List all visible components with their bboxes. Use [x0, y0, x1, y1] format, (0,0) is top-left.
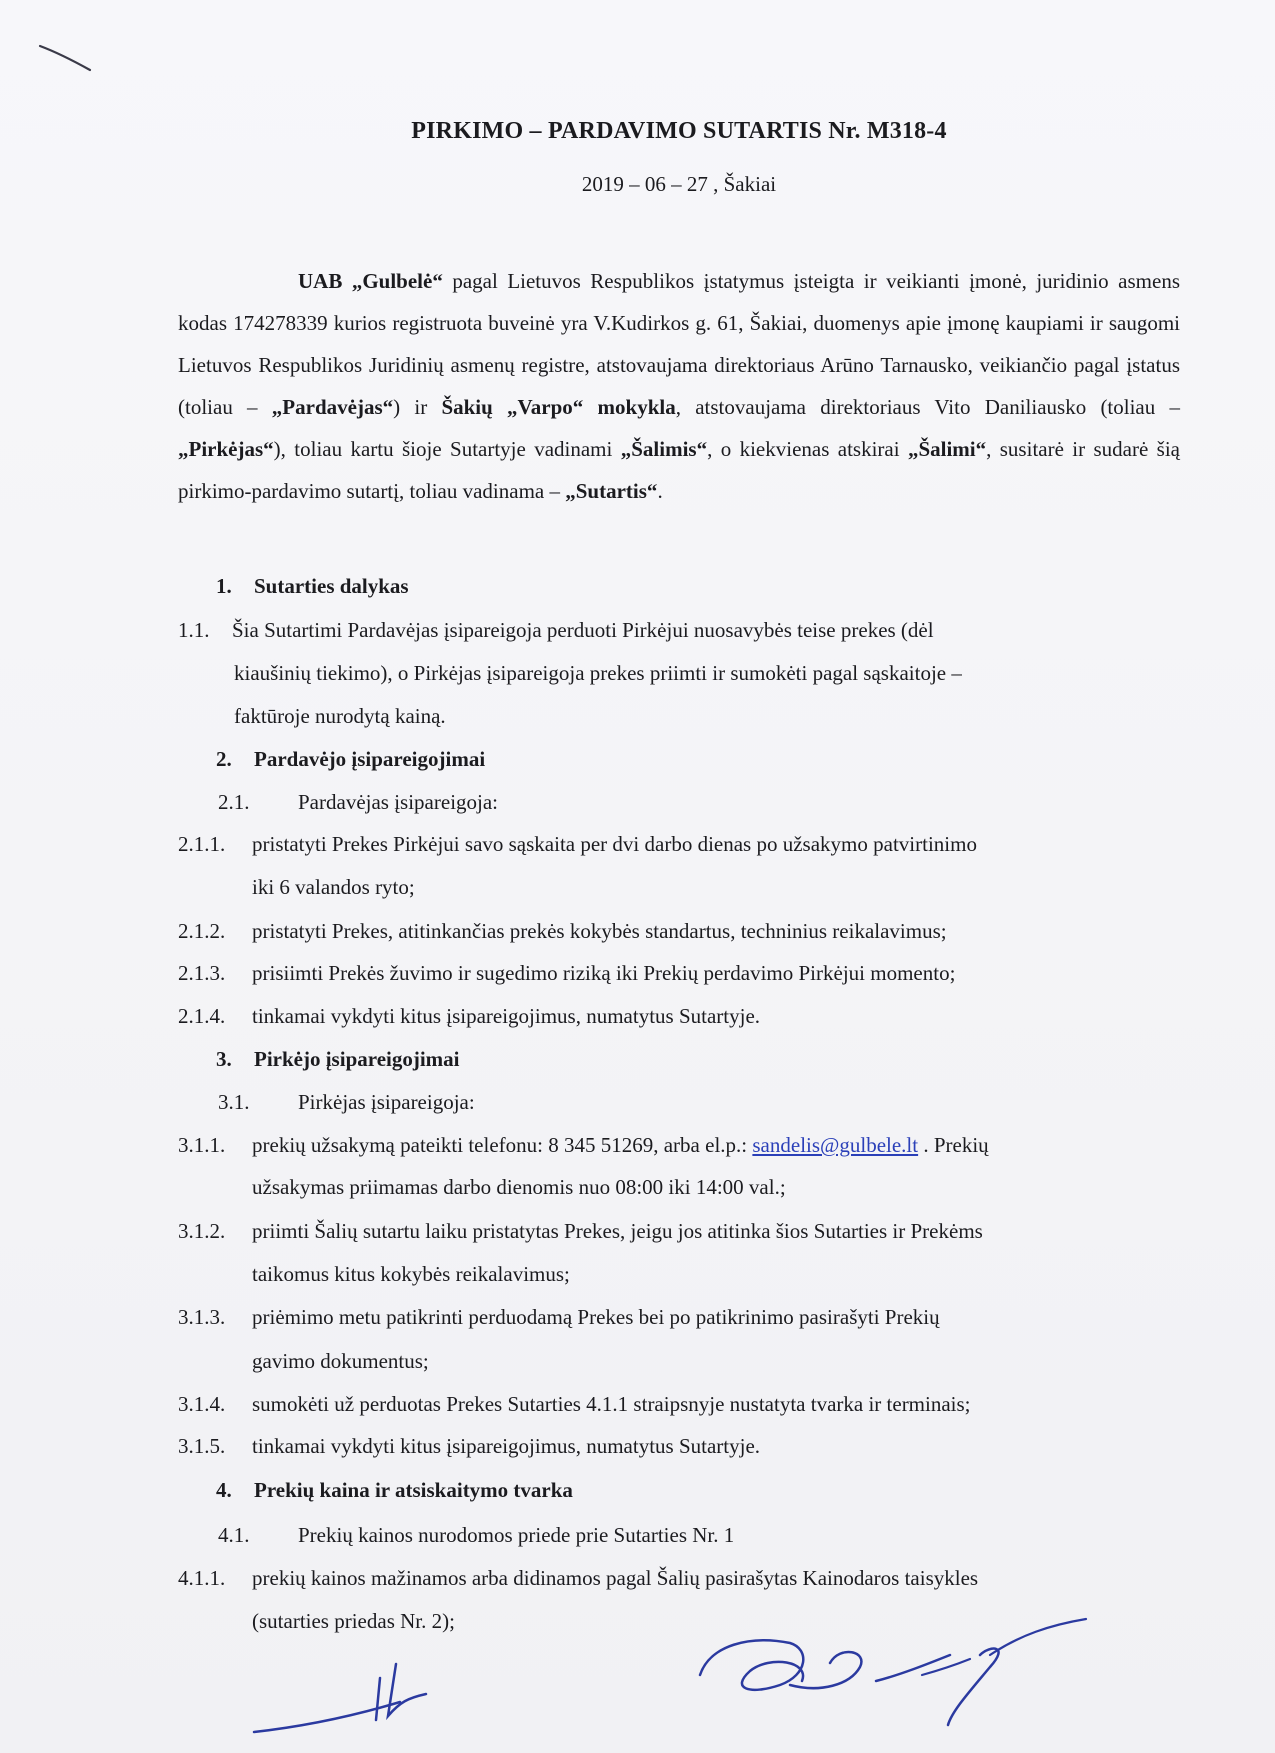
clause-text: priėmimo metu patikrinti perduodamą Prekes bei po patikrinimo pasirašyti Prekių: [252, 1305, 940, 1329]
intro-text-1: pagal Lietuvos Respublikos įstatymus įsteigta ir veikianti įmonė, juridinio asmens kodas 174278339 kurios registruota buveinė yra V.Kudirkos g. 61, Šakiai, duomenys apie įmonę kaupiami ir saugomi Lietuvos Respublikos Juridinių asmenų registre, atstovaujama direktoriaus Arūno Tarnausko, veikiančio pagal įstatus (toliau –: [178, 269, 1180, 419]
buyer-signature: [250, 1650, 450, 1740]
clause-1-1-line-2: [178, 658, 1236, 688]
intro-paragraph: [178, 260, 1180, 512]
clause-3-1-2: [178, 1216, 1180, 1246]
clause-text: Prekių kainos nurodomos priede prie Sutarties Nr. 1: [298, 1523, 735, 1547]
intro-text-2: ) ir: [393, 395, 442, 419]
section-title: Pardavėjo įsipareigojimai: [254, 747, 486, 771]
clause-2-1: [178, 787, 1220, 817]
intro-text-6: , susitarė ir sudarė šią pirkimo-pardavimo sutartį, toliau vadinama –: [178, 437, 1180, 503]
intro-text-5: , o kiekvienas atskirai: [707, 437, 908, 461]
email-link[interactable]: sandelis@gulbele.lt: [752, 1133, 919, 1157]
contract-date-place: 2019 – 06 – 27 , Šakiai: [581, 172, 777, 196]
clause-1-1-line-3: [178, 701, 1236, 731]
section-title: Pirkėjo įsipareigojimai: [254, 1047, 460, 1071]
clause-text: Šia Sutartimi Pardavėjas įsipareigoja perduoti Pirkėjui nuosavybės teise prekes (dėl: [232, 618, 934, 642]
clause-number: 3.1.4.: [178, 1392, 226, 1416]
clause-number: 3.1.5.: [178, 1434, 226, 1458]
buyer-alias: „Pirkėjas“: [178, 437, 274, 461]
clause-1-1: [178, 615, 1180, 645]
clause-text: (sutarties priedas Nr. 2);: [252, 1609, 455, 1633]
clause-text: sumokėti už perduotas Prekes Sutarties 4.1.1 straipsnyje nustatyta tvarka ir terminais;: [252, 1392, 971, 1416]
clause-text: kiaušinių tiekimo), o Pirkėjas įsipareigoja prekes priimti ir sumokėti pagal sąskaitoje –: [234, 661, 962, 685]
clause-4-1: [178, 1520, 1220, 1550]
clause-2-1-4: [178, 1001, 1180, 1031]
clause-number: 3.1.3.: [178, 1305, 226, 1329]
section-1-heading: [178, 571, 1180, 601]
seller-alias: „Pardavėjas“: [271, 395, 394, 419]
clause-text: tinkamai vykdyti kitus įsipareigojimus, numatytus Sutartyje.: [252, 1004, 761, 1028]
clause-number: 2.1.1.: [178, 832, 226, 856]
clause-2-1-1: [178, 829, 1180, 859]
contract-alias: „Sutartis“: [565, 479, 658, 503]
clause-number: 4.1.: [218, 1523, 250, 1547]
section-number: 3.: [216, 1047, 232, 1071]
intro-text-4: ), toliau kartu šioje Sutartyje vadinami: [273, 437, 621, 461]
clause-3-1-1-line-2: [178, 1172, 1254, 1202]
clause-3-1-3-line-2: [178, 1346, 1254, 1376]
clause-number: 2.1.2.: [178, 919, 226, 943]
clause-2-1-3: [178, 958, 1180, 988]
clause-text: taikomus kitus kokybės reikalavimus;: [252, 1262, 570, 1286]
clause-number: 2.1.3.: [178, 961, 226, 985]
clause-text: gavimo dokumentus;: [252, 1349, 429, 1373]
clause-3-1-3: [178, 1302, 1180, 1332]
section-number: 4.: [216, 1478, 232, 1502]
clause-text: prekių kainos mažinamos arba didinamos pagal Šalių pasirašytas Kainodaros taisykles: [252, 1566, 979, 1590]
seller-signature: [690, 1615, 1100, 1735]
clause-4-1-1: [178, 1563, 1180, 1593]
parties-alias: „Šalimis“: [620, 437, 708, 461]
clause-2-1-2: [178, 916, 1180, 946]
section-2-heading: [178, 744, 1180, 774]
clause-3-1-5: [178, 1431, 1180, 1461]
section-4-heading: [178, 1475, 1180, 1505]
section-number: 2.: [216, 747, 232, 771]
buyer-name: Šakių „Varpo“ mokykla: [441, 395, 676, 419]
intro-text-3: , atstovaujama direktoriaus Vito Daniliausko (toliau –: [675, 395, 1180, 419]
clause-number: 2.1.: [218, 790, 250, 814]
intro-text-7: .: [657, 479, 663, 503]
clause-text: užsakymas priimamas darbo dienomis nuo 08:00 iki 14:00 val.;: [252, 1175, 786, 1199]
clause-text: tinkamai vykdyti kitus įsipareigojimus, numatytus Sutartyje.: [252, 1434, 761, 1458]
party-alias: „Šalimi“: [907, 437, 987, 461]
clause-text: pristatyti Prekes Pirkėjui savo sąskaita per dvi darbo dienas po užsakymo patvirtinimo: [252, 832, 977, 856]
clause-2-1-1-line-2: [178, 872, 1254, 902]
clause-text: faktūroje nurodytą kainą.: [234, 704, 446, 728]
clause-text: prisiimti Prekės žuvimo ir sugedimo riziką iki Prekių perdavimo Pirkėjui momento;: [252, 961, 956, 985]
clause-number: 3.1.1.: [178, 1133, 226, 1157]
clause-3-1-4: [178, 1389, 1180, 1419]
clause-number: 3.1.2.: [178, 1219, 226, 1243]
pen-stroke-mark: [38, 42, 94, 72]
clause-3-1-1: [178, 1130, 1180, 1160]
clause-3-1-2-line-2: [178, 1259, 1254, 1289]
clause-text: Pardavėjas įsipareigoja:: [298, 790, 499, 814]
clause-number: 4.1.1.: [178, 1566, 226, 1590]
section-3-heading: [178, 1044, 1180, 1074]
contract-title: PIRKIMO – PARDAVIMO SUTARTIS Nr. M318-4: [411, 118, 947, 144]
clause-number: 1.1.: [178, 618, 210, 642]
clause-text: iki 6 valandos ryto;: [252, 875, 415, 899]
section-number: 1.: [216, 574, 232, 598]
clause-3-1: [178, 1087, 1220, 1117]
clause-text: priimti Šalių sutartu laiku pristatytas Prekes, jeigu jos atitinka šios Sutarties ir Prekėms: [252, 1219, 983, 1243]
section-title: Prekių kaina ir atsiskaitymo tvarka: [254, 1478, 573, 1502]
clause-number: 3.1.: [218, 1090, 250, 1114]
clause-text: Pirkėjas įsipareigoja:: [298, 1090, 475, 1114]
clause-text: . Prekių: [918, 1133, 989, 1157]
clause-text: prekių užsakymą pateikti telefonu: 8 345 51269, arba el.p.:: [252, 1133, 753, 1157]
clause-number: 2.1.4.: [178, 1004, 226, 1028]
seller-name: UAB „Gulbelė“: [298, 269, 443, 293]
section-title: Sutarties dalykas: [254, 574, 409, 598]
clause-text: pristatyti Prekes, atitinkančias prekės kokybės standartus, techninius reikalavimus;: [252, 919, 947, 943]
